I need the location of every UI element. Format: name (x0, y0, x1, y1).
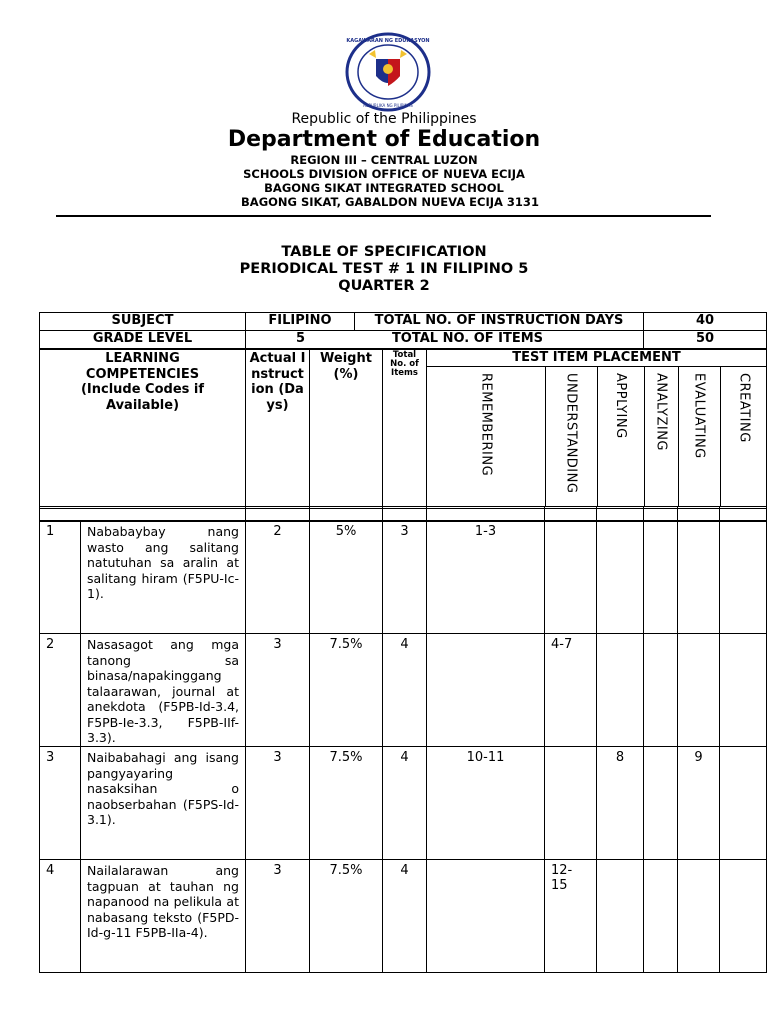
understanding-items (545, 521, 597, 634)
evaluating-items (678, 634, 720, 747)
items-value: 4 (383, 860, 427, 973)
instruction-days-value: 40 (644, 313, 767, 331)
address-line: BAGONG SIKAT, GABALDON NUEVA ECIJA 3131 (241, 195, 539, 209)
weight-value: 7.5% (310, 747, 383, 860)
weight-value: 7.5% (310, 634, 383, 747)
days-value: 3 (246, 634, 310, 747)
title-line-3: QUARTER 2 (338, 278, 430, 294)
grade-items-cell (246, 331, 644, 349)
competency-text: Nailalarawan ang tagpuan at tauhan ng napanood na pelikula at nabasang teksto (F5PD-Id-g-11 F5PB-IIa-4). (81, 860, 246, 973)
applying-header-cell (597, 367, 644, 508)
analyzing-header-cell (644, 367, 678, 508)
understanding-header-cell (545, 367, 597, 508)
table-row (40, 747, 767, 860)
weight-value: 5% (310, 521, 383, 634)
creating-header-cell (720, 367, 767, 508)
school-line: BAGONG SIKAT INTEGRATED SCHOOL (264, 181, 504, 195)
division-line: SCHOOLS DIVISION OFFICE OF NUEVA ECIJA (243, 167, 525, 181)
seal-motto: REPUBLIKA NG PILIPINAS (363, 103, 413, 108)
creating-items (720, 521, 767, 634)
total-items-header: Total No. of Items (383, 350, 427, 509)
grade-row (40, 331, 767, 349)
weight-header: Weight (%) (310, 350, 383, 509)
creating-items (720, 747, 767, 860)
weight-value: 7.5% (310, 860, 383, 973)
applying-items: 8 (597, 747, 644, 860)
days-value: 3 (246, 860, 310, 973)
understanding-items: 12-15 (545, 860, 597, 973)
items-value: 4 (383, 634, 427, 747)
subject-row (40, 313, 767, 331)
remembering-items: 10-11 (427, 747, 545, 860)
seal-label: KAGAWARAN NG EDUKASYON (346, 38, 430, 44)
creating-items (720, 860, 767, 973)
understanding-items (545, 747, 597, 860)
row-number: 3 (40, 747, 81, 860)
competency-text: Nasasagot ang mga tanong sa binasa/napakinggang talaarawan, journal at anekdota (F5PB-Id-3.4, F5PB-Ie-3.3, F5PB-IIf-3.3). (81, 634, 246, 747)
subject-label: SUBJECT (40, 313, 246, 331)
deped-seal-logo (345, 32, 431, 112)
items-value: 3 (383, 521, 427, 634)
info-table (39, 312, 767, 349)
column-header-table (39, 349, 767, 509)
remembering-header-cell (427, 367, 545, 508)
creating-header: CREATING (736, 373, 752, 443)
title-line-2: PERIODICAL TEST # 1 IN FILIPINO 5 (239, 261, 529, 277)
days-value: 2 (246, 521, 310, 634)
applying-header: APPLYING (613, 373, 628, 439)
remembering-items (427, 634, 545, 747)
competencies-header: LEARNING COMPETENCIES (Include Codes if Available) (40, 350, 246, 509)
creating-items (720, 634, 767, 747)
placement-header-cell (427, 350, 767, 509)
table-row (40, 860, 767, 973)
applying-items (597, 634, 644, 747)
table-row (40, 521, 767, 634)
applying-items (597, 521, 644, 634)
title-line-1: TABLE OF SPECIFICATION (281, 244, 487, 260)
subject-value: FILIPINO (246, 313, 355, 331)
total-items-value: 50 (644, 331, 767, 349)
evaluating-items (678, 860, 720, 973)
grade-value: 5 (295, 331, 306, 346)
evaluating-header: EVALUATING (691, 373, 707, 459)
items-value: 4 (383, 747, 427, 860)
remembering-items: 1-3 (427, 521, 545, 634)
understanding-header: UNDERSTANDING (563, 373, 579, 494)
competency-table (39, 520, 767, 973)
placement-header: TEST ITEM PLACEMENT (512, 350, 681, 365)
republic-line: Republic of the Philippines (291, 111, 477, 127)
understanding-items: 4-7 (545, 634, 597, 747)
analyzing-items (644, 521, 678, 634)
header-divider (56, 215, 711, 217)
evaluating-items: 9 (678, 747, 720, 860)
row-number: 2 (40, 634, 81, 747)
row-number: 1 (40, 521, 81, 634)
applying-items (597, 860, 644, 973)
department-title: Department of Education (227, 127, 541, 152)
competency-text: Nababaybay nang wasto ang salitang natutuhan sa aralin at salitang hiram (F5PU-Ic-1). (81, 521, 246, 634)
row-number: 4 (40, 860, 81, 973)
evaluating-items (678, 521, 720, 634)
days-header: Actual Instruction (Days) (246, 350, 310, 509)
analyzing-header: ANALYZING (653, 373, 669, 452)
region-line: REGION III – CENTRAL LUZON (290, 153, 478, 167)
analyzing-items (644, 747, 678, 860)
instruction-days-label: TOTAL NO. OF INSTRUCTION DAYS (355, 313, 644, 331)
grade-label: GRADE LEVEL (40, 331, 246, 349)
analyzing-items (644, 860, 678, 973)
remembering-items (427, 860, 545, 973)
remembering-header: REMEMBERING (478, 373, 494, 477)
table-row (40, 634, 767, 747)
days-value: 3 (246, 747, 310, 860)
evaluating-header-cell (678, 367, 720, 508)
competency-text: Naibabahagi ang isang pangyayaring nasaksihan o naobserbahan (F5PS-Id-3.1). (81, 747, 246, 860)
analyzing-items (644, 634, 678, 747)
total-items-label: TOTAL NO. OF ITEMS (391, 331, 544, 346)
